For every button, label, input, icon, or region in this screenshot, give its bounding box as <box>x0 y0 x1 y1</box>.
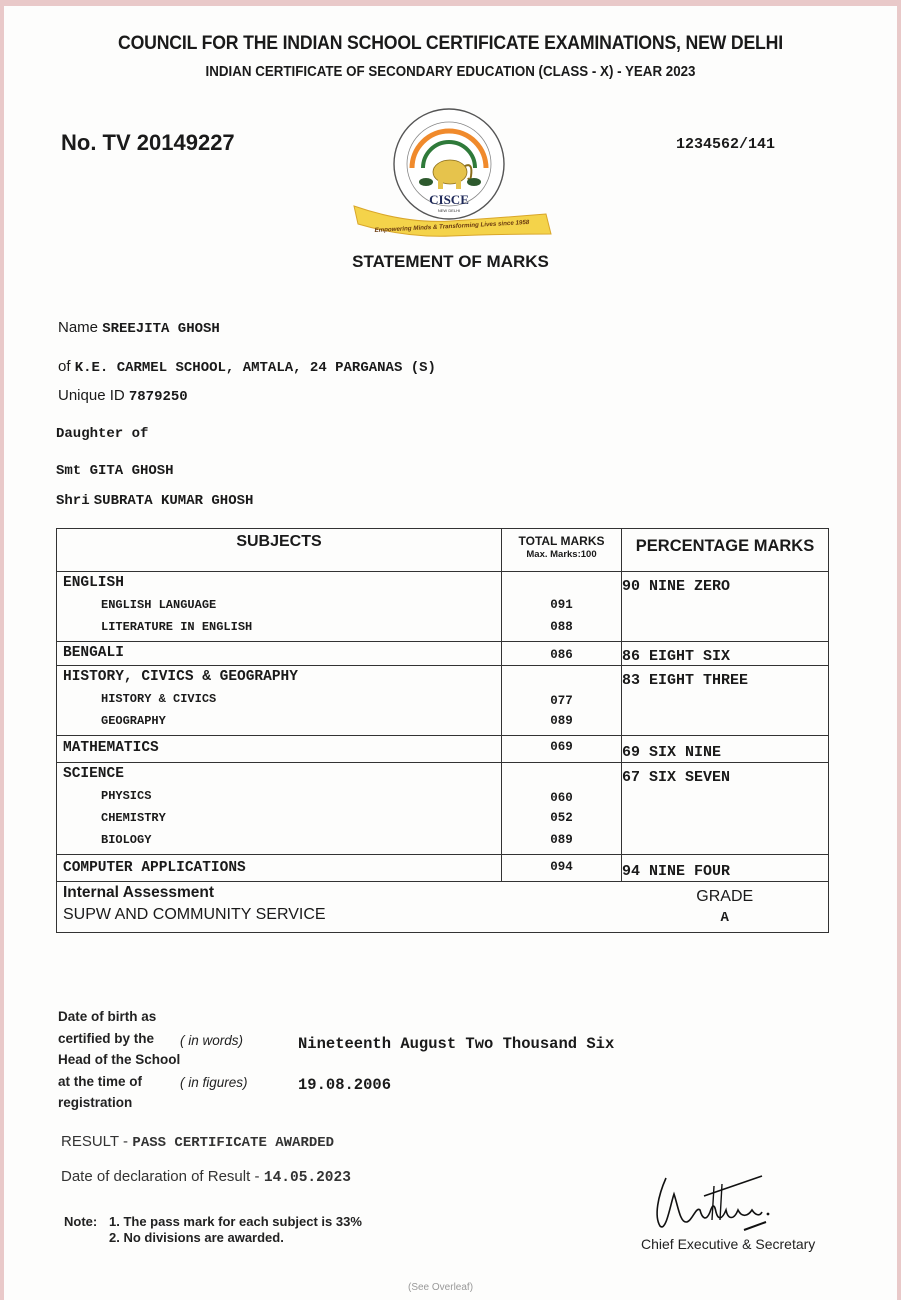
council-heading: COUNCIL FOR THE INDIAN SCHOOL CERTIFICATE EXAMINATIONS, NEW DELHI <box>118 33 783 54</box>
marks-table <box>56 528 829 933</box>
table-row <box>57 855 829 882</box>
dob-label-line: Head of the School <box>58 1052 181 1067</box>
cisce-logo <box>346 106 556 246</box>
note-label: Note: <box>64 1214 98 1229</box>
subject-marks: 086 <box>550 648 573 662</box>
dob-in-figures: 19.08.2006 <box>298 1076 392 1094</box>
signature-icon <box>644 1166 794 1236</box>
internal-assessment-cell <box>57 882 622 933</box>
school-label: of <box>58 358 71 375</box>
school-name: K.E. CARMEL SCHOOL, AMTALA, 24 PARGANAS (S) <box>74 360 436 376</box>
internal-assessment-subject: SUPW AND COMMUNITY SERVICE <box>63 906 326 923</box>
marks-statement-page <box>4 6 897 1300</box>
exam-heading: INDIAN CERTIFICATE OF SECONDARY EDUCATION (CLASS - X) - YEAR 2023 <box>205 64 696 80</box>
dob-label-line: at the time of <box>58 1073 143 1089</box>
name-label: Name <box>58 319 99 336</box>
max-marks-label: Max. Marks:100 <box>526 549 597 560</box>
subject-cell <box>57 763 502 855</box>
dob-label-line: Date of birth as <box>58 1009 157 1024</box>
marks-cell <box>502 642 622 666</box>
unique-id-field <box>58 387 188 405</box>
internal-assessment-title: Internal Assessment <box>63 884 215 901</box>
subpaper-marks: 088 <box>550 620 573 634</box>
result-label: RESULT - <box>61 1133 128 1150</box>
grade-label: GRADE <box>696 888 754 905</box>
relation-field <box>56 424 148 442</box>
marks-cell <box>502 736 622 763</box>
logo-banner-text: Empowering Minds & Transforming Lives since 1958 <box>374 218 530 235</box>
dob-label-line: registration <box>58 1095 133 1110</box>
subpaper-marks: 060 <box>550 791 573 805</box>
subpaper-name: BIOLOGY <box>101 833 152 847</box>
percentage-cell: 83 EIGHT THREE <box>622 666 829 736</box>
declaration-date: 14.05.2023 <box>263 1170 351 1186</box>
father-label: Shri <box>56 493 90 509</box>
table-header-row <box>57 529 829 572</box>
table-row <box>57 642 829 666</box>
total-marks-header <box>502 529 622 572</box>
table-row <box>57 736 829 763</box>
subject-name: MATHEMATICS <box>63 740 159 756</box>
grade-cell <box>622 882 829 933</box>
dob-words-label: ( in words) <box>180 1033 244 1048</box>
cisce-emblem-icon <box>346 106 556 246</box>
subpaper-name: GEOGRAPHY <box>101 714 166 728</box>
subject-cell <box>57 642 502 666</box>
total-marks-label: TOTAL MARKS <box>518 534 605 548</box>
subpaper-marks: 077 <box>550 694 573 708</box>
declaration-label: Date of declaration of Result - <box>61 1168 260 1185</box>
percentage-header: PERCENTAGE MARKS <box>622 529 829 572</box>
subpaper-name: ENGLISH LANGUAGE <box>101 598 217 612</box>
marks-cell <box>502 763 622 855</box>
subject-cell <box>57 666 502 736</box>
table-row <box>57 572 829 642</box>
dob-figures-label: ( in figures) <box>180 1075 248 1090</box>
subpaper-name: LITERATURE IN ENGLISH <box>101 620 253 634</box>
subject-cell <box>57 572 502 642</box>
subject-cell <box>57 855 502 882</box>
see-overleaf-note: (See Overleaf) <box>408 1282 474 1293</box>
subpaper-marks: 089 <box>550 714 573 728</box>
subject-marks: 069 <box>550 740 573 754</box>
unique-id-label: Unique ID <box>58 387 125 404</box>
subject-name: HISTORY, CIVICS & GEOGRAPHY <box>63 669 298 685</box>
percentage-cell: 86 EIGHT SIX <box>622 642 829 666</box>
subpaper-name: PHYSICS <box>101 789 152 803</box>
logo-wordmark: CISCE <box>429 192 469 207</box>
subject-name: BENGALI <box>63 645 124 661</box>
table-row <box>57 666 829 736</box>
unique-id-value: 7879250 <box>128 389 188 405</box>
candidate-name-field <box>58 319 220 337</box>
logo-location: NEW DELHI <box>437 208 461 213</box>
subject-name: COMPUTER APPLICATIONS <box>63 860 246 876</box>
dob-label-line: certified by the <box>58 1030 155 1046</box>
mother-name: GITA GHOSH <box>89 463 174 479</box>
signatory-title: Chief Executive & Secretary <box>641 1236 816 1252</box>
candidate-name: SREEJITA GHOSH <box>102 321 220 337</box>
percentage-cell: 67 SIX SEVEN <box>622 763 829 855</box>
subject-cell <box>57 736 502 763</box>
father-field <box>56 491 253 509</box>
subject-marks: 094 <box>550 860 573 874</box>
declaration-field <box>61 1168 351 1186</box>
reference-number: 1234562/141 <box>676 136 776 153</box>
subpaper-marks: 089 <box>550 833 573 847</box>
document-title: STATEMENT OF MARKS <box>352 252 549 271</box>
relation-label: Daughter of <box>56 426 149 442</box>
percentage-cell: 94 NINE FOUR <box>622 855 829 882</box>
marks-cell <box>502 572 622 642</box>
result-value: PASS CERTIFICATE AWARDED <box>132 1135 335 1151</box>
subject-name: SCIENCE <box>63 766 124 782</box>
internal-assessment-row <box>57 882 829 933</box>
subpaper-name: CHEMISTRY <box>101 811 166 825</box>
subpaper-marks: 052 <box>550 811 573 825</box>
subpaper-marks: 091 <box>550 598 573 612</box>
dob-in-words: Nineteenth August Two Thousand Six <box>298 1035 615 1053</box>
subject-name: ENGLISH <box>63 575 124 591</box>
note-item: 2. No divisions are awarded. <box>109 1230 284 1245</box>
grade-value: A <box>720 910 729 926</box>
father-name: SUBRATA KUMAR GHOSH <box>93 493 254 509</box>
subjects-header: SUBJECTS <box>57 529 502 572</box>
note-item: 1. The pass mark for each subject is 33% <box>109 1214 362 1229</box>
percentage-cell: 90 NINE ZERO <box>622 572 829 642</box>
subpaper-name: HISTORY & CIVICS <box>101 692 217 706</box>
result-field <box>61 1133 334 1151</box>
mother-label: Smt <box>56 463 82 479</box>
signature <box>644 1166 794 1236</box>
percentage-cell: 69 SIX NINE <box>622 736 829 763</box>
certificate-number: No. TV 20149227 <box>61 130 235 155</box>
mother-field <box>56 461 174 479</box>
school-field <box>58 358 436 376</box>
table-row <box>57 763 829 855</box>
marks-cell <box>502 855 622 882</box>
dob-label-block <box>58 1006 180 1114</box>
marks-cell <box>502 666 622 736</box>
